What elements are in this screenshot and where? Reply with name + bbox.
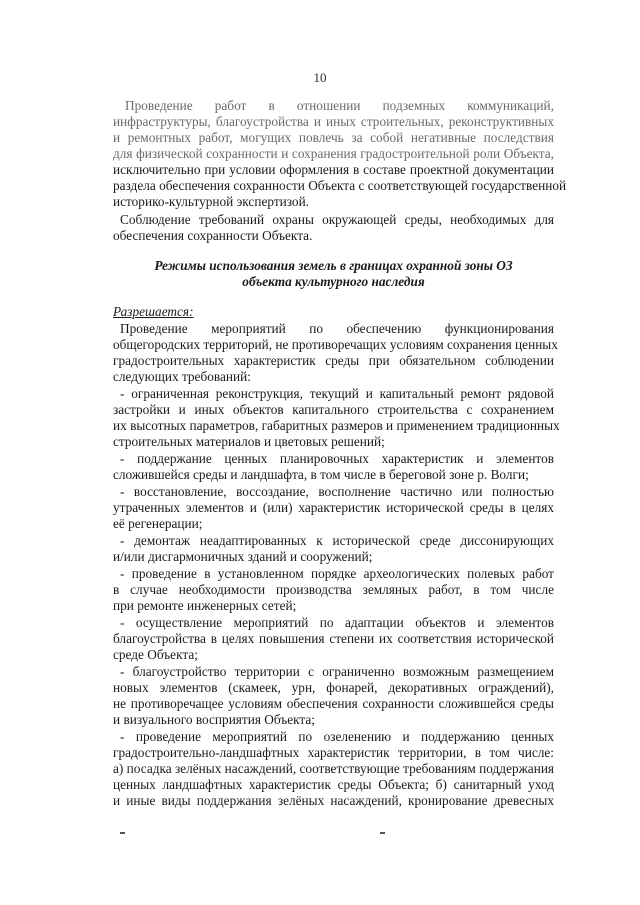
permitted-label: Разрешается:: [113, 304, 194, 319]
body-line: застройки и иных объектов капитального строительства с сохранением: [113, 402, 554, 417]
scan-mark: [380, 832, 385, 834]
section-heading: Режимы использования земель в границах охранной зоны ОЗ: [154, 258, 513, 273]
body-line: градостроительных характеристик среды при обязательном соблюдении: [113, 353, 554, 368]
paragraph-line: инфраструктуры, благоустройства и иных строительных, реконструктивных: [113, 114, 554, 129]
body-line: не противоречащее условиям обеспечения сохранности сложившейся среды: [113, 696, 554, 711]
body-line: при ремонте инженерных сетей;: [113, 598, 297, 613]
paragraph-line: раздела обеспечения сохранности Объекта с соответствующей государственной: [113, 178, 567, 193]
body-line: - осуществление мероприятий по адаптации объектов и элементов: [120, 615, 554, 630]
body-line: среде Объекта;: [113, 647, 198, 662]
body-line: а) посадка зелёных насаждений, соответствующие требованиям поддержания: [113, 761, 555, 776]
body-line: - поддержание ценных планировочных характеристик и элементов: [120, 451, 554, 466]
body-line: новых элементов (скамеек, урн, фонарей, декоративных ограждений),: [113, 680, 554, 695]
body-line: - демонтаж неадаптированных к исторической среде диссонирующих: [120, 533, 554, 548]
page-number: 10: [313, 70, 327, 85]
paragraph-line: историко-культурной экспертизой.: [113, 194, 310, 209]
body-line: строительных материалов и цветовых решений;: [113, 434, 385, 449]
body-line: и визуального восприятия Объекта;: [113, 712, 315, 727]
paragraph-line: и ремонтных работ, могущих повлечь за собой негативные последствия: [113, 130, 554, 145]
body-line: утраченных элементов и (или) характеристик исторической среды в целях: [113, 500, 554, 515]
body-line: их высотных параметров, габаритных размеров и применением традиционных: [113, 418, 560, 433]
paragraph-line: для физической сохранности и сохранения градостроительной роли Объекта,: [113, 146, 554, 161]
body-line: и иные виды поддержания зелёных насаждений, кронирование древесных: [113, 793, 554, 808]
body-line: сложившейся среды и ландшафта, в том числе в береговой зоне р. Волги;: [113, 467, 529, 482]
paragraph-line: исключительно при условии оформления в составе проектной документации: [113, 162, 554, 177]
paragraph-line: обеспечения сохранности Объекта.: [113, 228, 313, 243]
body-line: - благоустройство территории с ограниченно возможным размещением: [120, 664, 554, 679]
body-line: благоустройства в целях повышения степени их соответствия исторической: [113, 631, 554, 646]
body-line: - проведение мероприятий по озеленению и поддержанию ценных: [120, 729, 554, 744]
body-line: её регенерации;: [113, 516, 203, 531]
body-line: в случае необходимости производства земляных работ, в том числе: [113, 582, 554, 597]
body-line: общегородских территорий, не противоречащих условиям сохранения ценных: [113, 337, 558, 352]
body-line: следующих требований:: [113, 369, 251, 384]
body-line: ценных ландшафтных характеристик среды Объекта; б) санитарный уход: [113, 777, 554, 792]
body-line: - проведение в установленном порядке археологических полевых работ: [120, 566, 554, 581]
paragraph-line: Проведение работ в отношении подземных коммуникаций,: [125, 98, 554, 113]
body-line: градостроительно-ландшафтных характеристик территории, в том числе:: [113, 745, 554, 760]
body-line: - ограниченная реконструкция, текущий и капитальный ремонт рядовой: [120, 386, 554, 401]
body-line: и/или дисгармоничных зданий и сооружений;: [113, 549, 373, 564]
body-line: Проведение мероприятий по обеспечению функционирования: [120, 321, 554, 336]
section-heading: объекта культурного наследия: [242, 274, 425, 289]
paragraph-line: Соблюдение требований охраны окружающей среды, необходимых для: [120, 212, 554, 227]
body-line: - восстановление, воссоздание, восполнение частично или полностью: [120, 484, 554, 499]
scan-mark: [120, 832, 125, 834]
